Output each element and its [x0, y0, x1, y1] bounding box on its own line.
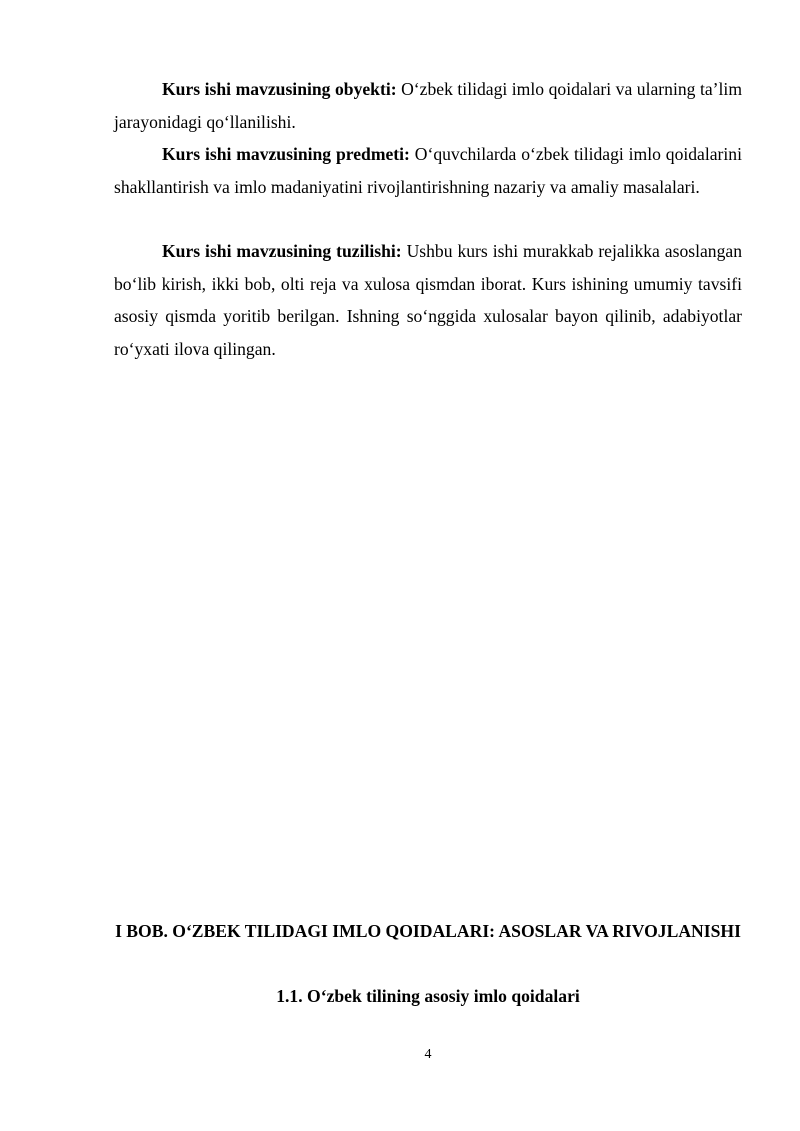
paragraph-text: Ushbu kurs ishi murakkab rejalikka asoslangan bo‘lib kirish, ikki bob, olti reja va xulosa qismdan iborat. Kurs ishining umumiy tavsifi asosiy qismda yoritib berilgan. Ishning so‘nggida xulosalar bayon qilinib, adabiyotlar ro‘yxati ilova qilingan. — [114, 241, 742, 359]
section-title: 1.1. O‘zbek tilining asosiy imlo qoidalari — [276, 986, 580, 1006]
paragraph-label: Kurs ishi mavzusining tuzilishi: — [162, 241, 402, 261]
page-number: 4 — [424, 1047, 432, 1062]
paragraph-text: O‘zbek tilidagi imlo qoidalari va ularning ta’lim jarayonidagi qo‘llanilishi. — [114, 79, 742, 132]
paragraph-subject — [114, 138, 742, 203]
paragraph-label: Kurs ishi mavzusining obyekti: — [162, 79, 397, 99]
paragraph-structure — [114, 235, 742, 365]
paragraph-text: O‘quvchilarda o‘zbek tilidagi imlo qoidalarini shakllantirish va imlo madaniyatini rivojlantirishning nazariy va amaliy masalalari. — [114, 144, 742, 197]
chapter-title: I BOB. O‘ZBEK TILIDAGI IMLO QOIDALARI: ASOSLAR VA RIVOJLANISHI — [115, 921, 741, 941]
paragraph-object — [114, 73, 742, 138]
paragraph-label: Kurs ishi mavzusining predmeti: — [162, 144, 410, 164]
